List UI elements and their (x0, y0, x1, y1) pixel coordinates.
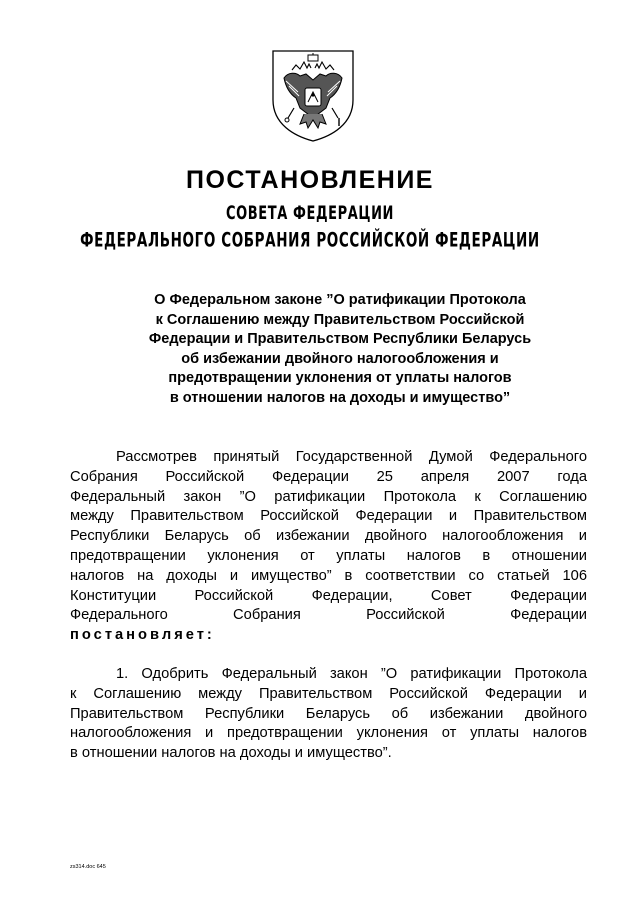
subject-line: Федерации и Правительством Республики Беларусь (148, 331, 532, 348)
paragraph-line: 1. Одобрить Федеральный закон ”О ратификации Протокола (116, 666, 587, 682)
issuing-body-line2: ФЕДЕРАЛЬНОГО СОБРАНИЯ РОССИЙСКОЙ ФЕДЕРАЦИИ (80, 229, 540, 253)
paragraph-line: Республики Беларусь об избежании двойного налогообложения и (70, 528, 587, 545)
paragraph-line: налогов на доходы и имущество” в соответствии со статьей 106 (70, 567, 587, 584)
issuing-body-line1: СОВЕТА ФЕДЕРАЦИИ (225, 203, 395, 225)
subject-line: в отношении налогов на доходы и имущество” (169, 389, 511, 406)
subject-line: к Соглашению между Правительством Российской (155, 311, 525, 328)
paragraph-line: предотвращении уклонения от уплаты налогов в отношении (70, 547, 587, 564)
paragraph-line: в отношении налогов на доходы и имущество”. (70, 745, 392, 762)
coat-of-arms-icon (270, 48, 356, 143)
resolves-keyword: постановляет: (70, 627, 215, 644)
file-reference: zs314.doc 645 (70, 864, 106, 870)
paragraph-line: Конституции Российской Федерации, Совет Федерации (70, 587, 587, 604)
paragraph-line: Правительством Республики Беларусь об избежании двойного (70, 705, 587, 722)
document-subject (70, 291, 610, 409)
subject-line: предотвращении уклонения от уплаты налогов (168, 370, 512, 387)
paragraph-line: Собрания Российской Федерации 25 апреля 2007 года (70, 468, 587, 485)
preamble-paragraph (70, 448, 587, 646)
paragraph-line: Рассмотрев принятый Государственной Думой Федерального (116, 449, 587, 465)
paragraph-line: налогообложения и предотвращении уклонения от уплаты налогов (70, 725, 587, 742)
document-title: ПОСТАНОВЛЕНИЕ (186, 166, 434, 194)
subject-line: об избежании двойного налогообложения и (181, 350, 499, 367)
resolution-item-1 (70, 665, 587, 764)
paragraph-line: между Правительством Российской Федерации и Правительством (70, 508, 587, 525)
paragraph-line: Федерального Собрания Российской Федерации (70, 607, 587, 624)
paragraph-line: Федеральный закон ”О ратификации Протокола к Соглашению (70, 488, 587, 505)
subject-line: О Федеральном законе ”О ратификации Протокола (154, 292, 526, 308)
paragraph-line: к Соглашению между Правительством Российской Федерации и (70, 685, 587, 702)
